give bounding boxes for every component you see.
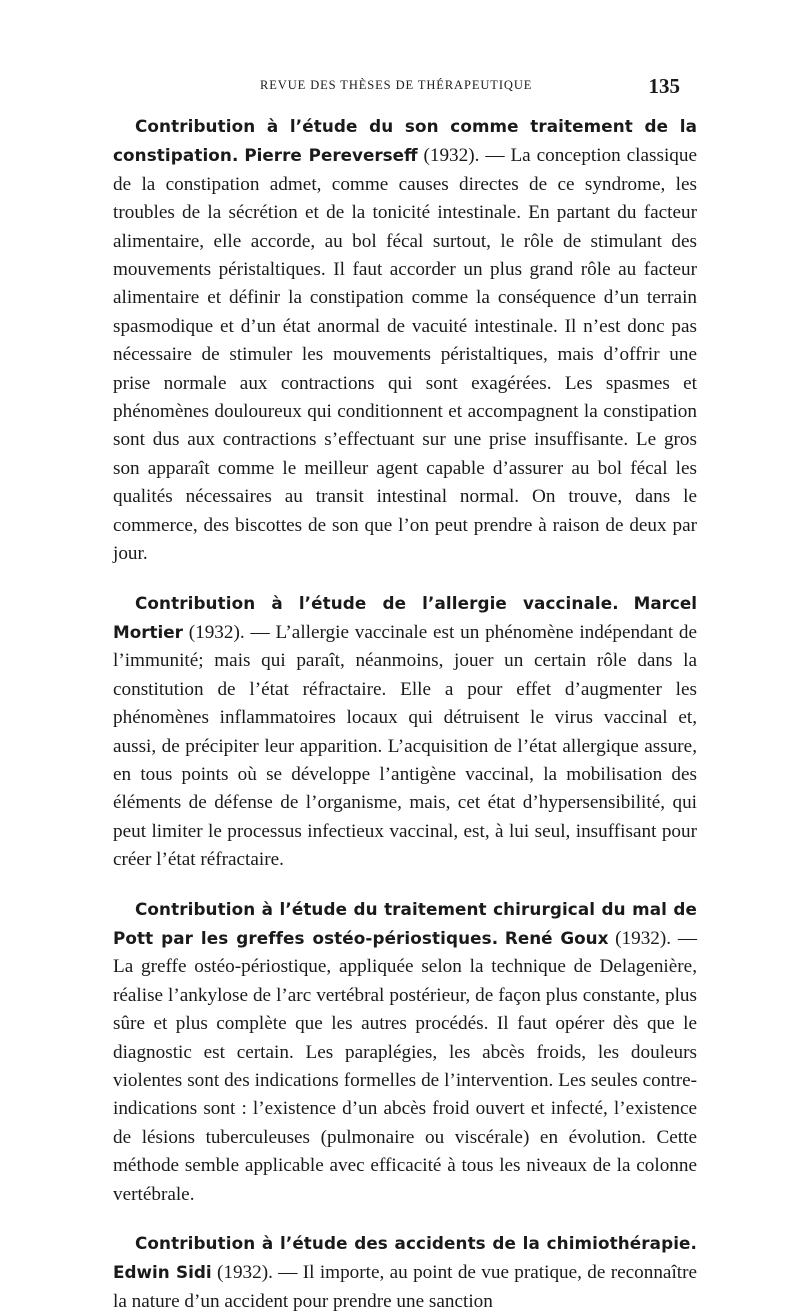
thesis-entry-mal-de-pott (113, 895, 697, 1209)
entry-author: René Goux (504, 927, 609, 948)
text-body (113, 112, 697, 1316)
entry-author: Marcel Mortier (113, 592, 698, 642)
thesis-entry-allergie (113, 589, 697, 875)
entry-title: Contribution à l’étude des accidents de la chimiothérapie. (135, 1233, 697, 1254)
entry-title: Contribution à l’étude de l’allergie vaccinale. (135, 592, 619, 613)
entry-body: — Il importe, au point de vue pratique, de reconnaître la nature d’un accident pour prendre une sanction (113, 1262, 698, 1312)
running-title: REVUE DES THÈSES DE THÉRAPEUTIQUE (260, 78, 533, 92)
entry-body: — La conception classique de la constipation admet, comme causes directes de ce syndrome, les troubles de la sécrétion et de la tonicité intestinale. En partant du facteur alimentaire, elle accorde, au bol fécal surtout, le rôle de stimulant des mouvements péristaltiques. Il faut accorder un plus grand rôle au facteur alimentaire et définir la constipation comme la conséquence d’un terrain spasmodique et d’un état anormal de vacuité intestinale. Il n’est donc pas nécessaire de stimuler les mouvements péristaltiques, mais d’offrir une prise normale aux contractions qui sont exagérées. Les spasmes et phénomènes douloureux qui conditionnent et accompagnent la constipation sont dus aux contractions s’effectuant sur une prise insuffisante. Le gros son apparaît comme le meilleur agent capable d’assurer au bol fécal les qualités nécessaires au transit intestinal normal. On trouve, dans le commerce, des biscottes de son que l’on peut prendre à raison de deux par jour. (113, 145, 697, 565)
entry-title: Contribution à l’étude du son comme traitement de la constipation. (113, 116, 697, 166)
entry-title: Contribution à l’étude du traitement chirurgical du mal de Pott par les greffes ostéo-périostiques. (113, 898, 697, 948)
page-number: 135 (648, 74, 680, 98)
running-head (120, 74, 680, 100)
entry-year: (1932). (423, 145, 480, 167)
entry-year: (1932). (216, 1262, 273, 1284)
entry-author: Pierre Pereverseff (244, 145, 418, 166)
entry-body: — L’allergie vaccinale est un phénomène indépendant de l’immunité; mais qui paraît, néanmoins, jouer un certain rôle dans la constitution de l’état réfractaire. Elle a pour effet d’augmenter les phénomènes inflammatoires locaux qui détruisent le virus vaccinal et, aussi, de précipiter leur apparition. L’acquisition de l’état allergique assure, en tous points où se développe l’antigène vaccinal, la mobilisation des éléments de défense de l’organisme, mais, cet état d’hypersensibilité, qui peut limiter le processus infectieux vaccinal, est, à lui seul, insuffisant pour créer l’état réfractaire. (113, 621, 697, 871)
thesis-entry-chimiotherapie (113, 1229, 697, 1316)
thesis-entry-constipation (113, 112, 697, 569)
entry-body: — La greffe ostéo-périostique, appliquée selon la technique de Delagenière, réalise l’ankylose de l’arc vertébral postérieur, de façon plus constante, plus sûre et plus complète que les autres procédés. Il faut opérer dès que le diagnostic est certain. Les paraplégies, les abcès froids, les douleurs violentes sont des indications formelles de l’intervention. Les seules contre-indications sont : l’existence d’un abcès froid ouvert et infecté, l’existence de lésions tuberculeuses (pulmonaire ou viscérale) en évolution. Cette méthode semble applicable avec efficacité à tous les niveaux de la colonne vertébrale. (113, 927, 698, 1205)
entry-year: (1932). (615, 927, 672, 949)
entry-author: Edwin Sidi (113, 1262, 212, 1283)
entry-year: (1932). (188, 621, 245, 643)
